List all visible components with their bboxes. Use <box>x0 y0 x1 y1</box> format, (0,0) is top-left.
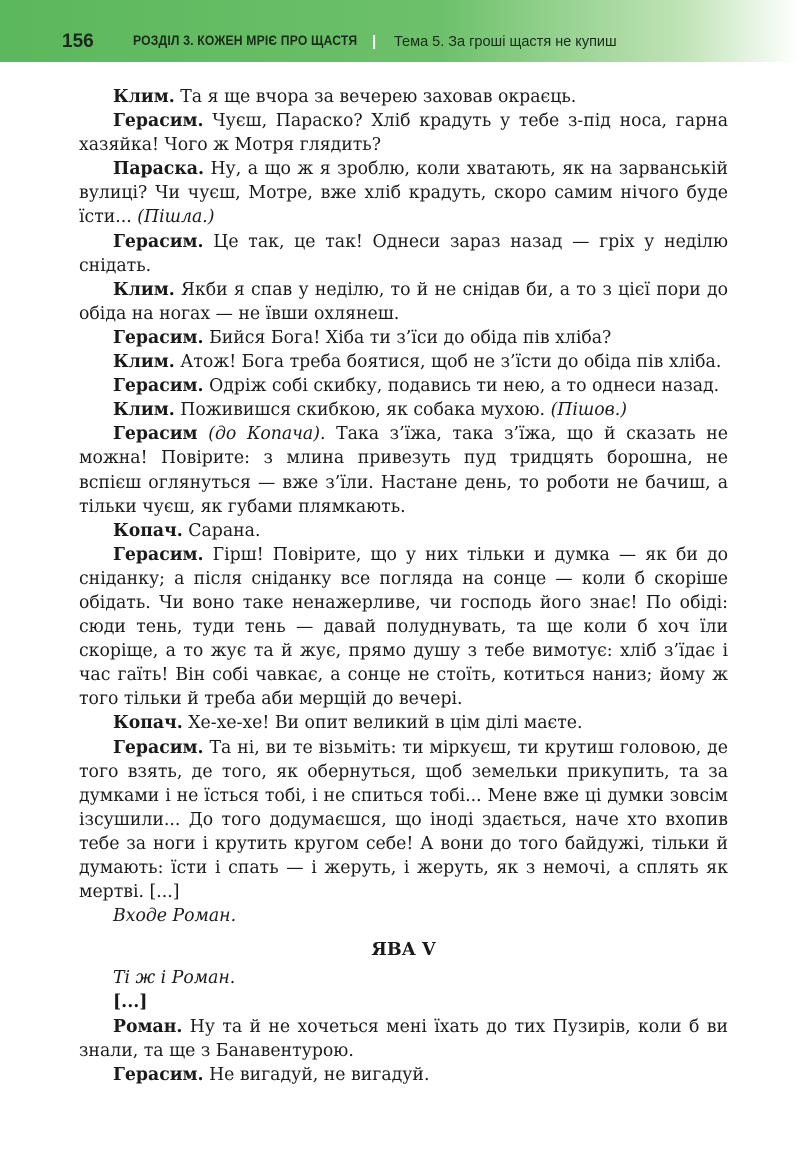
dialogue-line <box>79 350 728 374</box>
stage-line <box>79 904 728 928</box>
speaker: Клим. <box>113 352 175 373</box>
stage-direction: (Пішла.) <box>137 207 215 228</box>
line-text: Та я ще вчора за вечерею заховав окраєць. <box>174 87 577 107</box>
dialogue-line <box>79 736 728 905</box>
play-text <box>79 85 728 1087</box>
line-text: Не вигадуй, не вигадуй. <box>203 1064 430 1085</box>
dialogue-line <box>79 278 728 326</box>
dialogue-line <box>79 543 728 712</box>
dialogue-line <box>79 230 728 278</box>
speaker: Параска. <box>113 159 205 180</box>
dialogue-line <box>79 398 728 422</box>
line-text: Одріж собі скибку, подавись ти нею, а то однеси назад. <box>203 376 720 397</box>
line-text: Ну та й не хочеться мені їхать до тих Пузирів, коли б ви знали, та ще з Банавентурою. <box>79 1016 728 1061</box>
speaker: Герасим. <box>113 376 204 397</box>
line-text: Ну, а що ж я зроблю, коли хватають, як на зарванській вулиці? Чи чуєш, Мотре, вже хліб крадуть, скоро самим нічого буде їсти... <box>79 159 728 228</box>
line-text: Сарана. <box>182 520 261 541</box>
scene-title: ЯВА V <box>371 940 436 961</box>
line-text: Поживишся скибкою, як собака мухою. <box>174 400 551 421</box>
dialogue-line <box>79 157 728 229</box>
line-text: Така з’їжа, така з’їжа, що й сказать не можна! Повірите: з млина привезуть пуд тридцять борошна, не вспієш оглянуться — вже з’їли. Настане день, то роботи не бачиш, а тільки чуєш, як губами плямкають. <box>79 424 728 517</box>
page-number: 156 <box>62 31 94 52</box>
dialogue-line <box>79 85 728 109</box>
omission-mark <box>79 990 728 1014</box>
topic-title: Тема 5. За гроші щастя не купиш <box>394 34 617 50</box>
speaker: Герасим. <box>113 737 204 758</box>
line-text: Атож! Бога треба боятися, щоб не з’їсти до обіда пів хліба. <box>174 352 722 373</box>
speaker: Герасим. <box>113 111 204 132</box>
dialogue-line <box>79 1063 728 1087</box>
header-divider: | <box>372 33 377 50</box>
dialogue-line <box>79 422 728 518</box>
dialogue-line <box>79 326 728 350</box>
speaker: Герасим. <box>113 544 204 565</box>
line-text: Гірш! Повірите, що у них тільки и думка — як би до сніданку; а після сніданку все погляда на сонце — коли б скоріше обідать. Чи воно таке ненажерливе, чи господь його знає! По обіді: сюди тень, туди тень — давай полуднувать, та ще коли б хоч їли скоріще, а то жує та й жує, прямо душу з тебе вимотує: хліб з’їдає і час гаїть! Він собі чавкає, а сонце не стоїть, котиться наниз; йому ж того тільки й треба аби мерщій до вечері. <box>79 544 728 710</box>
speaker: Клим. <box>113 400 175 421</box>
dialogue-line <box>79 109 728 157</box>
stage-line <box>79 966 728 990</box>
speaker: Копач. <box>113 713 183 734</box>
speaker: Клим. <box>113 279 175 300</box>
line-text: Хе-хе-хе! Ви опит великий в цім ділі маєте. <box>182 713 583 734</box>
speaker: Копач. <box>113 520 183 541</box>
line-text: Чуєш, Параско? Хліб крадуть у тебе з-під носа, гарна хазяйка! Чого ж Мотря глядить? <box>79 111 728 156</box>
omission-text: [...] <box>113 992 148 1013</box>
stage-direction: Входе Роман. <box>113 906 237 927</box>
page-header <box>0 0 800 62</box>
speaker: Герасим. <box>113 231 204 252</box>
speaker: Клим. <box>113 87 175 107</box>
stage-direction: Ті ж і Роман. <box>113 968 236 989</box>
speaker: Роман. <box>113 1016 183 1037</box>
dialogue-line <box>79 711 728 735</box>
stage-direction: (Пішов.) <box>550 400 627 421</box>
section-title: РОЗДІЛ 3. КОЖЕН МРІЄ ПРО ЩАСТЯ <box>133 33 358 48</box>
line-text: Та ні, ви те візьміть: ти міркуєш, ти крутиш головою, де того взять, де того, як обернуться, щоб земельки прикупить, та за думками і не їсться тобі, і не спиться тобі... Мене вже ці думки зовсім ізсушили... До того додумаєшся, що іноді здається, наче хто вхопив тебе за ноги і крутить кругом себе! А вони до того байдужі, тільки й думають: їсти і спать — і жеруть, і жеруть, як з немочі, а сплять як мертві. [...] <box>79 737 728 903</box>
speaker: Герасим. <box>113 327 204 348</box>
speaker: Герасим. <box>113 1064 204 1085</box>
stage-direction: (до Копача). <box>197 424 326 445</box>
dialogue-line <box>79 1015 728 1063</box>
speaker: Герасим <box>113 424 198 445</box>
dialogue-line <box>79 374 728 398</box>
dialogue-line <box>79 519 728 543</box>
line-text: Якби я спав у неділю, то й не снідав би, а то з цієї пори до обіда на ногах — не ївши охлянеш. <box>79 279 728 324</box>
line-text: Це так, це так! Однеси зараз назад — гріх у неділю снідать. <box>79 231 728 276</box>
line-text: Бийся Бога! Хіба ти з’їси до обіда пів хліба? <box>203 327 612 348</box>
